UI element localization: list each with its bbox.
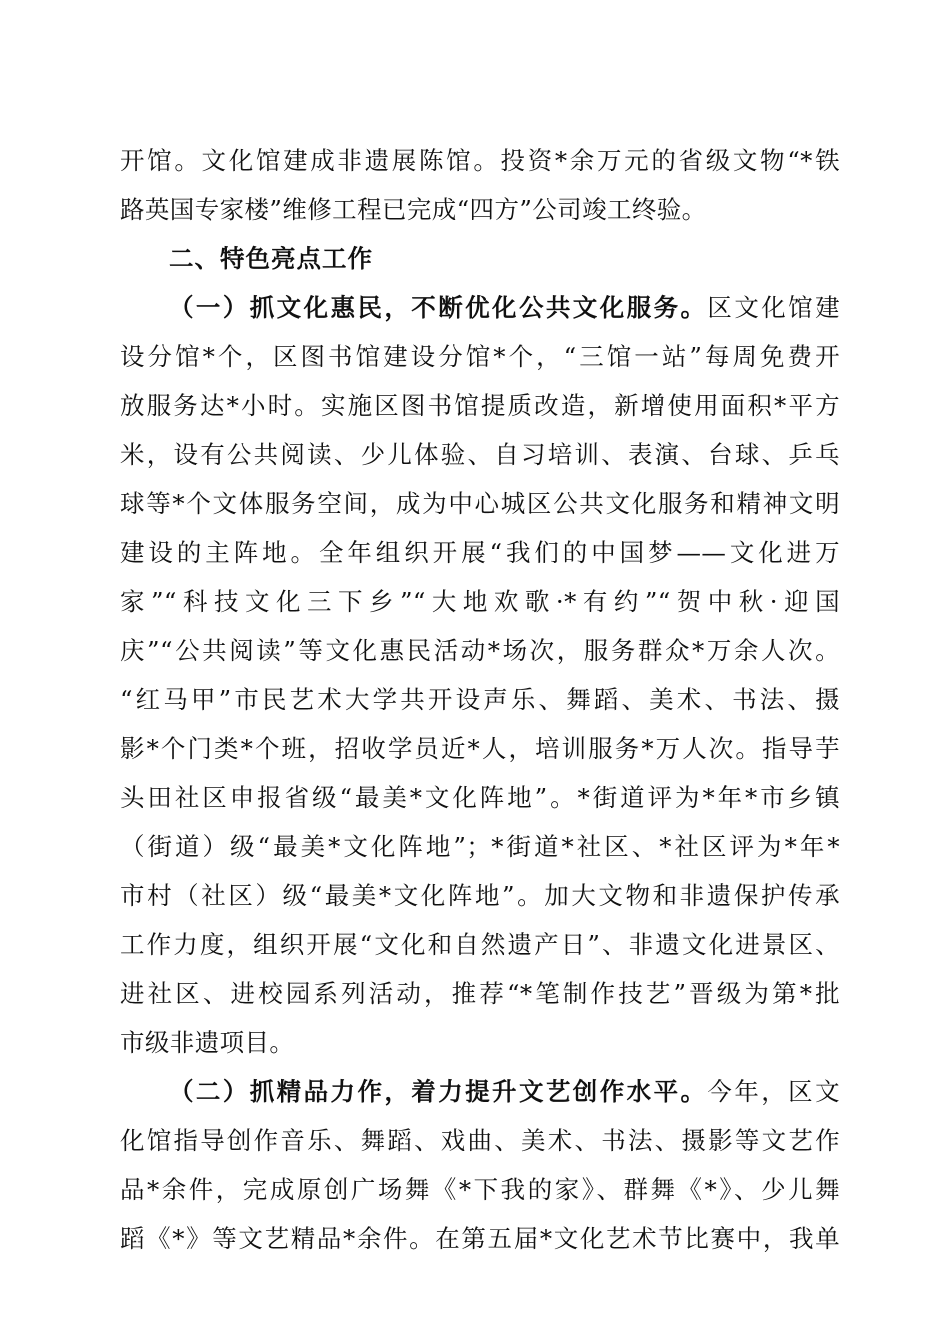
paragraph-line: 工作力度，组织开展“文化和自然遗产日”、非遗文化进景区、 (120, 930, 840, 959)
paragraph-line: 蹈《*》等文艺精品*余件。在第五届*文化艺术节比赛中，我单 (120, 1224, 840, 1253)
subsection-2-first-line (169, 1072, 840, 1112)
paragraph-line: 市村（社区）级“最美*文化阵地”。加大文物和非遗保护传承 (120, 881, 840, 910)
paragraph-line: 品*余件，完成原创广场舞《*下我的家》、群舞《*》、少儿舞 (120, 1175, 840, 1204)
paragraph-line: 庆”“公共阅读”等文化惠民活动*场次，服务群众*万余人次。 (120, 636, 840, 665)
paragraph-line: 头田社区申报省级“最美*文化阵地”。*街道评为*年*市乡镇 (120, 783, 840, 812)
subsection-1-lead: （一）抓文化惠民，不断优化公共文化服务。 (169, 293, 708, 322)
subsection-1-first-line-rest: 区文化馆建 (707, 293, 841, 322)
subsection-1-first-line (169, 288, 840, 328)
subsection-2-lead: （二）抓精品力作，着力提升文艺创作水平。 (169, 1077, 708, 1106)
paragraph-line: 家”“科技文化三下乡”“大地欢歌·*有约”“贺中秋·迎国 (120, 587, 840, 616)
paragraph-line: “红马甲”市民艺术大学共开设声乐、舞蹈、美术、书法、摄 (120, 685, 840, 714)
paragraph-line: 市级非遗项目。 (120, 1028, 295, 1057)
paragraph-line: 路英国专家楼”维修工程已完成“四方”公司竣工终验。 (120, 195, 707, 224)
paragraph-line: 球等*个文体服务空间，成为中心城区公共文化服务和精神文明 (120, 489, 840, 518)
paragraph-line: 米，设有公共阅读、少儿体验、自习培训、表演、台球、乒乓 (120, 440, 840, 469)
section-heading: 二、特色亮点工作 (169, 244, 373, 273)
paragraph-line: 设分馆*个，区图书馆建设分馆*个，“三馆一站”每周免费开 (120, 342, 840, 371)
paragraph-line: 化馆指导创作音乐、舞蹈、戏曲、美术、书法、摄影等文艺作 (120, 1126, 840, 1155)
paragraph-line: 开馆。文化馆建成非遗展陈馆。投资*余万元的省级文物“*铁 (120, 146, 840, 175)
paragraph-line: 进社区、进校园系列活动，推荐“*笔制作技艺”晋级为第*批 (120, 979, 840, 1008)
subsection-2-first-line-rest: 今年，区文 (707, 1077, 841, 1106)
paragraph-line: 放服务达*小时。实施区图书馆提质改造，新增使用面积*平方 (120, 391, 840, 420)
paragraph-line: 建设的主阵地。全年组织开展“我们的中国梦——文化进万 (120, 538, 840, 567)
paragraph-line: 影*个门类*个班，招收学员近*人，培训服务*万人次。指导芋 (120, 734, 840, 763)
paragraph-line: （街道）级“最美*文化阵地”；*街道*社区、*社区评为*年* (120, 832, 840, 861)
